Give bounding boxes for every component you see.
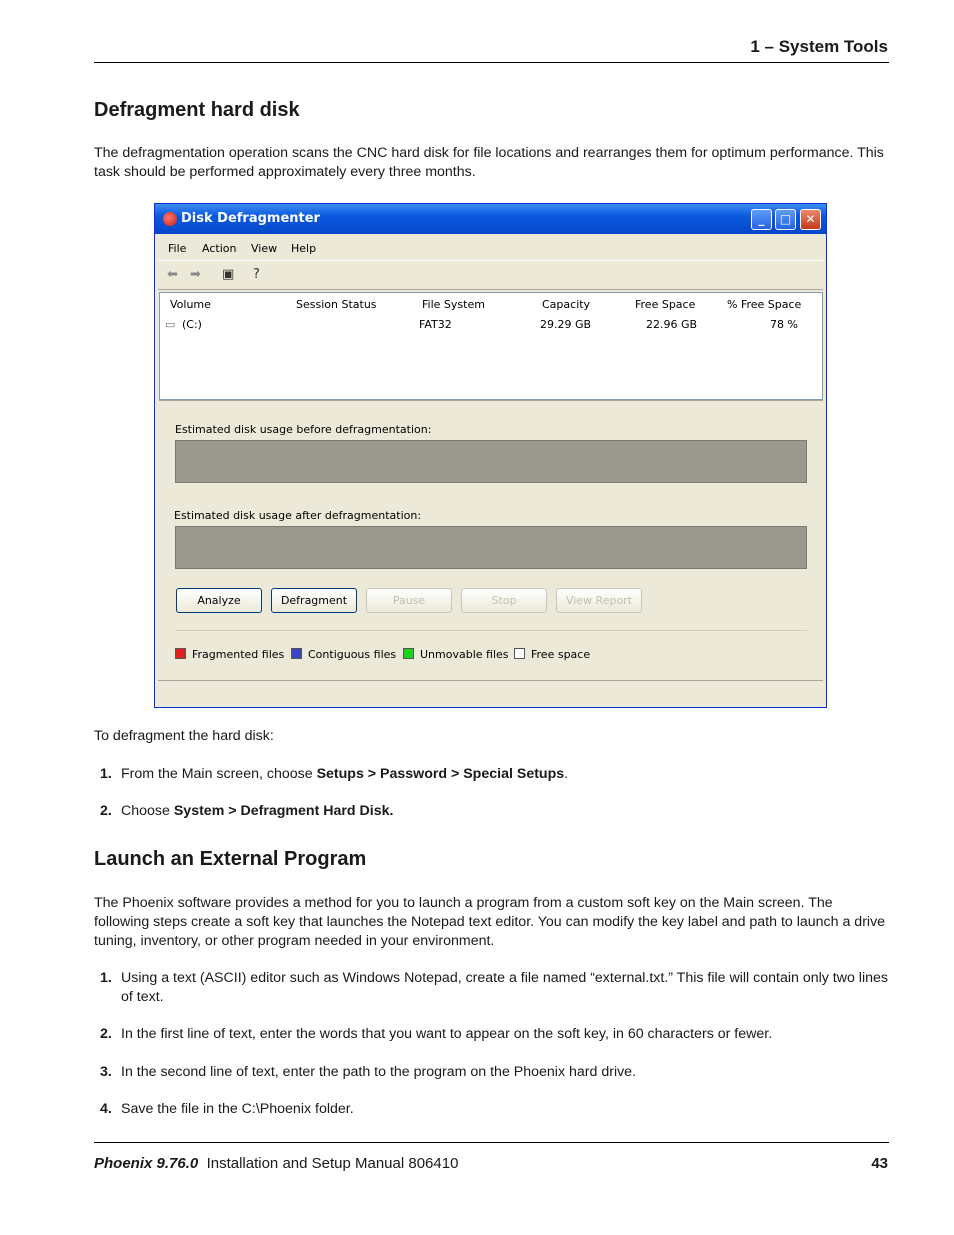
section-title-defragment: Defragment hard disk — [94, 99, 300, 121]
step-number: 2. — [100, 1026, 112, 1042]
close-icon[interactable]: ✕ — [800, 209, 821, 230]
menu-action[interactable]: Action — [202, 242, 237, 255]
step-text: Using a text (ASCII) editor such as Windows Notepad, create a file named “external.txt.” This file will contain only two lines of text. — [121, 970, 888, 1005]
step-1 — [94, 765, 889, 784]
step-text: In the second line of text, enter the path to the program on the Phoenix hard drive. — [121, 1064, 637, 1080]
pane-splitter[interactable] — [159, 400, 823, 404]
step-number: 3. — [100, 1064, 112, 1080]
step-text-pre: Choose — [121, 803, 174, 819]
column-pct-free-space[interactable]: % Free Space — [727, 298, 802, 311]
footer-rule — [94, 1142, 889, 1143]
toolbar — [158, 260, 823, 290]
defragment-button[interactable]: Defragment — [271, 588, 357, 613]
legend-unmovable: Unmovable files — [420, 648, 509, 661]
chapter-header: 1 – System Tools — [750, 37, 888, 56]
steps-lead: To defragment the hard disk: — [94, 728, 274, 744]
section-title-launch: Launch an External Program — [94, 848, 367, 870]
column-capacity[interactable]: Capacity — [542, 298, 591, 311]
status-bar — [158, 680, 823, 703]
fragmented-swatch — [175, 648, 186, 659]
section-intro-launch: The Phoenix software provides a method for you to launch a program from a custom soft key on the Main screen. The following steps create a soft key that launches the Notepad text editor. You can modify the key label and path to launch a drive tuning, inventory, or other program needed in your environment. — [94, 895, 886, 949]
window-title: Disk Defragmenter — [181, 211, 320, 226]
defrag-app-icon — [163, 212, 177, 226]
volume-capacity: 29.29 GB — [540, 318, 592, 331]
launch-step-2 — [94, 1025, 889, 1044]
header-rule — [94, 62, 889, 63]
launch-step-3 — [94, 1063, 889, 1082]
window-titlebar — [155, 204, 826, 234]
unmovable-swatch — [403, 648, 414, 659]
disk-defragmenter-window — [154, 203, 827, 708]
volume-list — [159, 292, 823, 400]
legend-contiguous: Contiguous files — [308, 648, 397, 661]
launch-step-1 — [94, 969, 889, 1007]
help-icon[interactable]: ? — [253, 267, 260, 282]
column-free-space[interactable]: Free Space — [635, 298, 696, 311]
step-text: In the first line of text, enter the words that you want to appear on the soft key, in 60 characters or fewer. — [121, 1026, 773, 1042]
pause-button[interactable]: Pause — [366, 588, 452, 613]
after-usage-label: Estimated disk usage after defragmentation: — [174, 509, 422, 522]
menu-path: Setups > Password > Special Setups — [316, 766, 565, 782]
step-text-post: . — [564, 766, 569, 782]
legend-divider — [175, 630, 807, 631]
forward-arrow-icon[interactable]: ➡ — [190, 267, 201, 282]
legend-free-space: Free space — [531, 648, 591, 661]
column-session-status[interactable]: Session Status — [296, 298, 377, 311]
step-number: 2. — [100, 803, 112, 819]
volume-free-space: 22.96 GB — [646, 318, 698, 331]
menu-bar — [158, 237, 823, 259]
step-text — [121, 802, 889, 821]
footer-product: Phoenix 9.76.0 — [94, 1155, 199, 1172]
volume-filesystem: FAT32 — [419, 318, 452, 331]
menu-help[interactable]: Help — [291, 242, 317, 255]
drive-icon: ▭ — [165, 318, 176, 331]
column-file-system[interactable]: File System — [422, 298, 485, 311]
before-usage-label: Estimated disk usage before defragmentation: — [175, 423, 432, 436]
column-volume[interactable]: Volume — [170, 298, 211, 311]
volume-pct-free: 78 % — [770, 318, 798, 331]
footer-doc-info — [94, 1155, 458, 1172]
legend-fragmented: Fragmented files — [192, 648, 285, 661]
menu-file[interactable]: File — [168, 242, 187, 255]
maximize-icon[interactable]: □ — [775, 209, 796, 230]
section-intro-defragment: The defragmentation operation scans the CNC hard disk for file locations and rearranges them for optimum performance. This task should be performed approximately every three months. — [94, 145, 884, 180]
contiguous-swatch — [291, 648, 302, 659]
before-usage-bar — [175, 440, 807, 483]
back-arrow-icon[interactable]: ⬅ — [167, 267, 178, 282]
page-number: 43 — [871, 1155, 888, 1172]
volume-name[interactable]: (C:) — [182, 318, 202, 331]
menu-path: System > Defragment Hard Disk. — [173, 803, 394, 819]
after-usage-bar — [175, 526, 807, 569]
step-text: Save the file in the C:\Phoenix folder. — [121, 1101, 354, 1117]
show-hide-console-icon[interactable]: ▣ — [222, 267, 235, 282]
analyze-button[interactable]: Analyze — [176, 588, 262, 613]
menu-view[interactable]: View — [251, 242, 278, 255]
launch-step-4 — [94, 1100, 889, 1119]
step-text — [121, 765, 889, 784]
step-2 — [94, 802, 889, 821]
footer-manual: Installation and Setup Manual 806410 — [206, 1155, 459, 1172]
step-number: 1. — [100, 970, 112, 986]
view-report-button[interactable]: View Report — [556, 588, 642, 613]
stop-button[interactable]: Stop — [461, 588, 547, 613]
step-number: 4. — [100, 1101, 112, 1117]
minimize-icon[interactable]: _ — [751, 209, 772, 230]
step-number: 1. — [100, 766, 112, 782]
step-text-pre: From the Main screen, choose — [121, 766, 317, 782]
free-space-swatch — [514, 648, 525, 659]
